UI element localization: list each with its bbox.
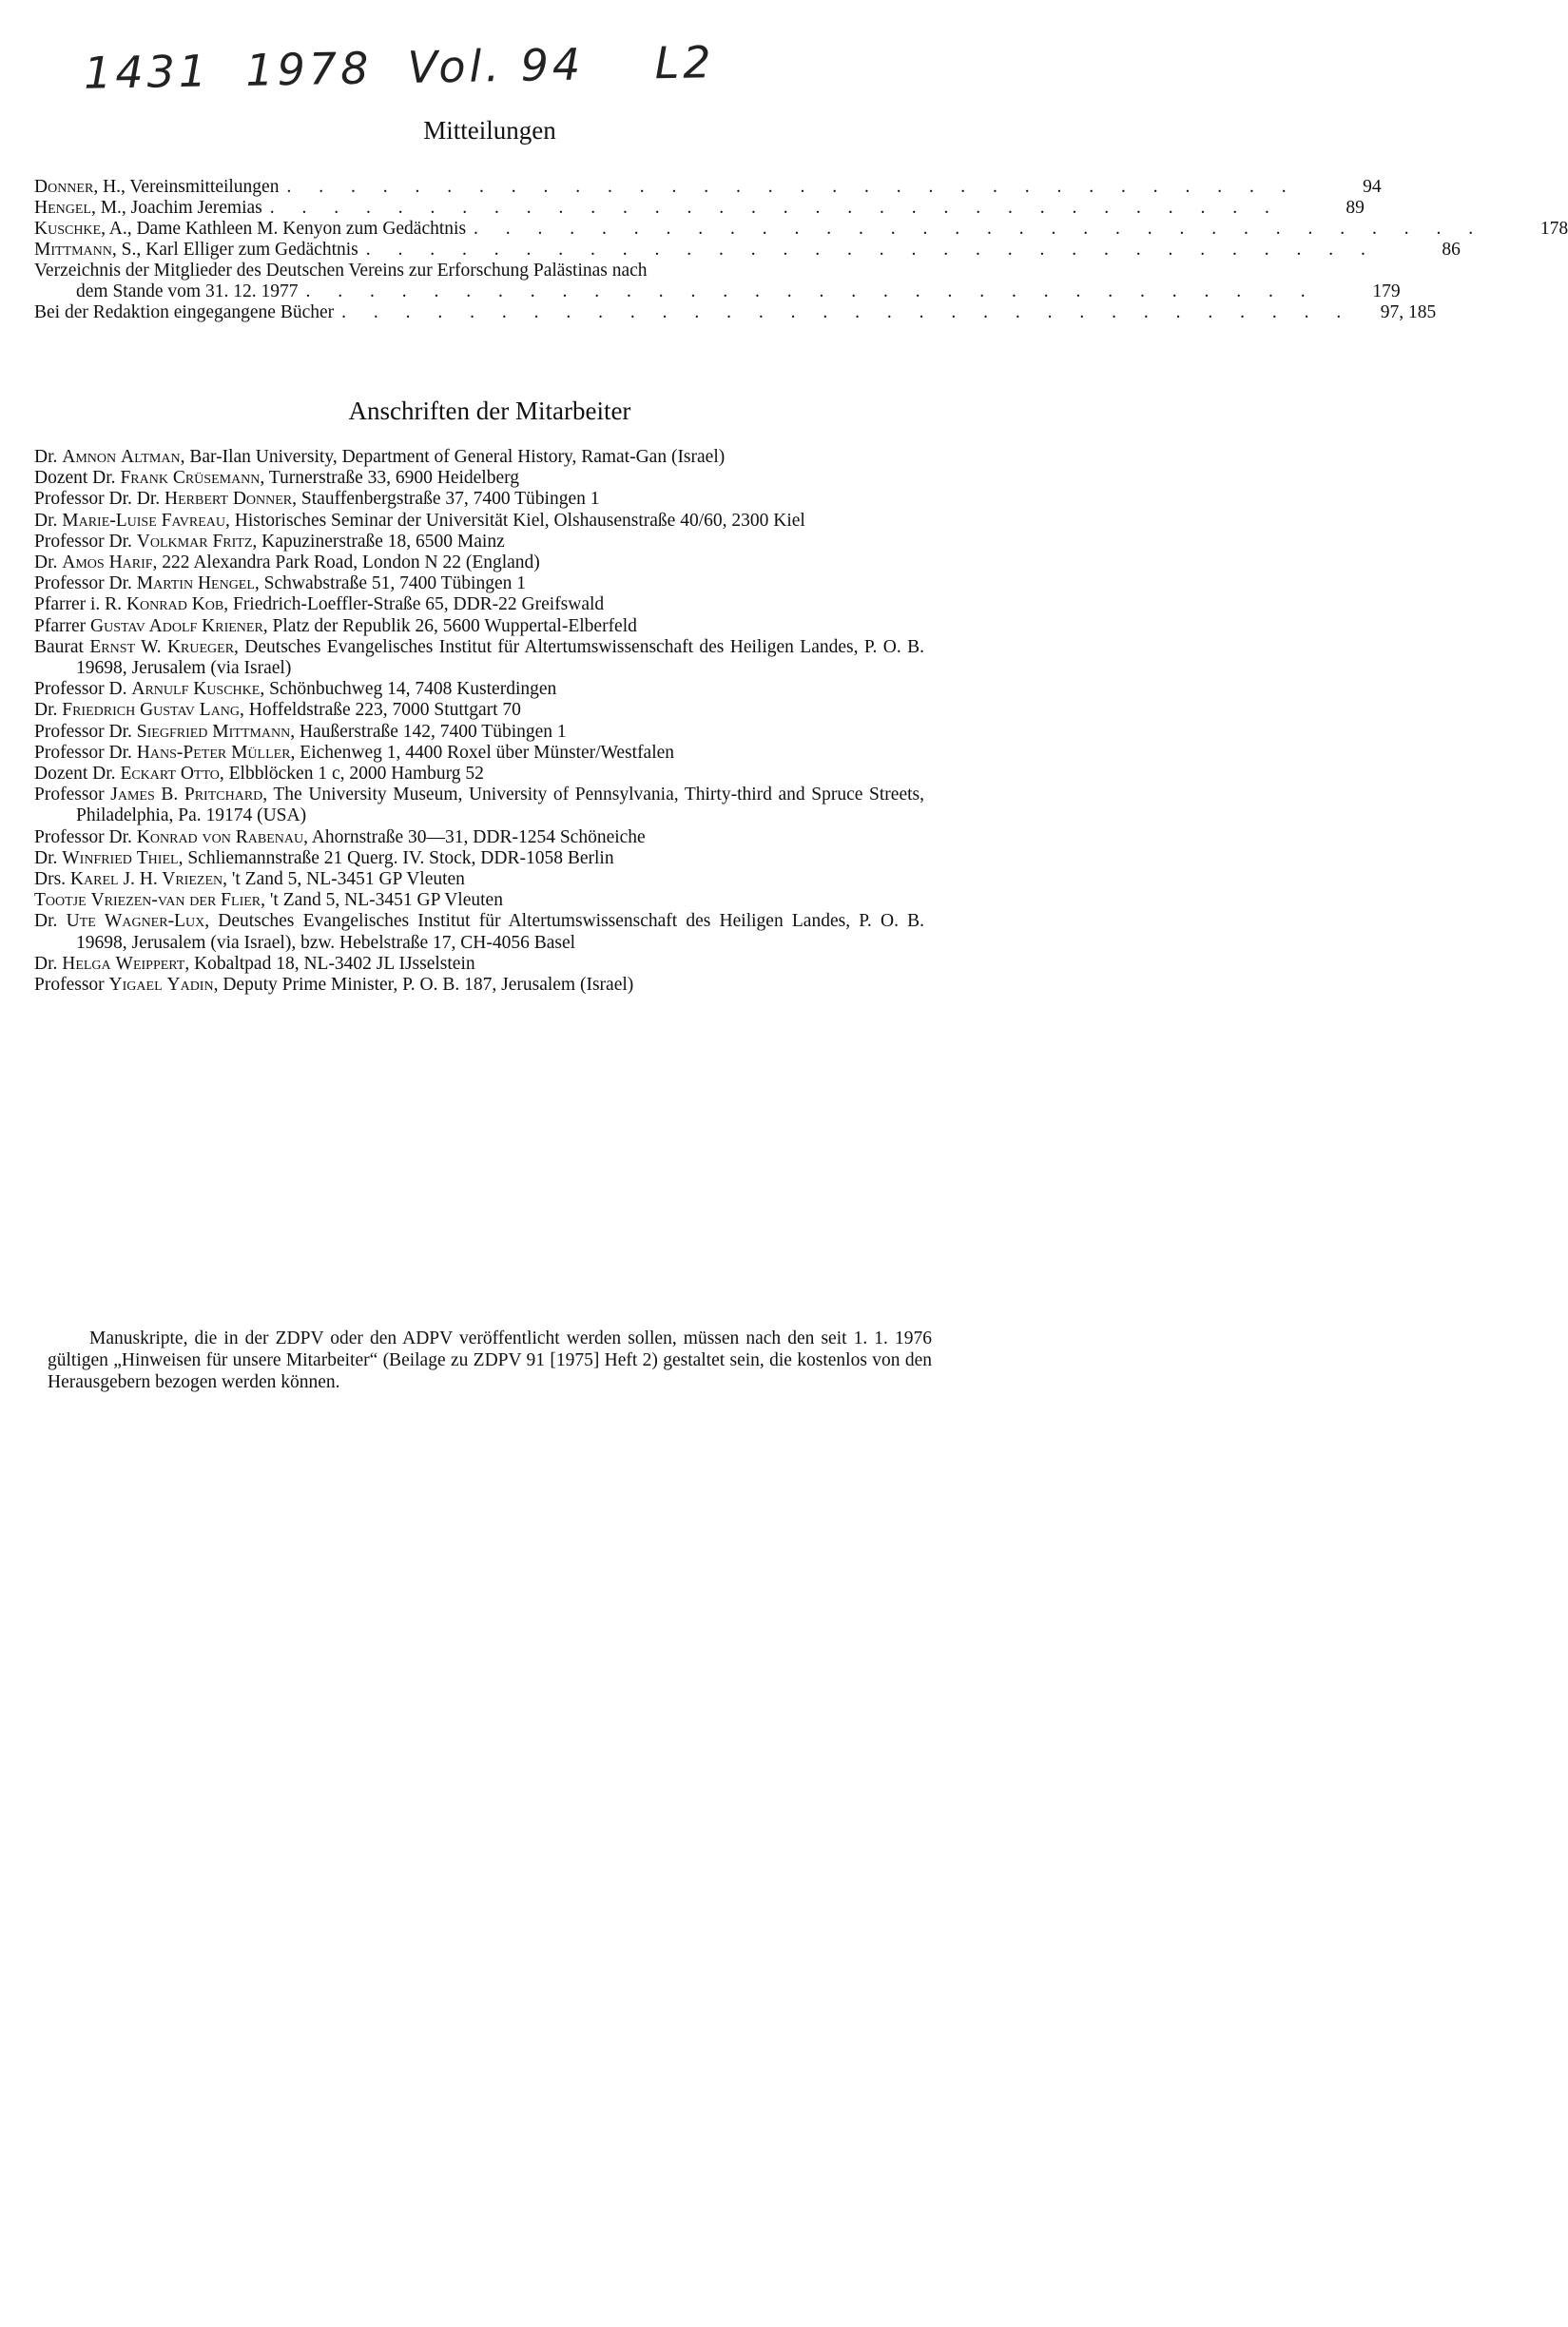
mitteilungen-list	[34, 177, 1568, 323]
contributor-entry: Baurat Ernst W. Krueger, Deutsches Evangelisches Institut für Altertumswissenschaft des Heiligen Landes, P. O. B. 19698, Jerusalem (via Israel)	[34, 636, 924, 679]
contributor-entry: Drs. Karel J. H. Vriezen, 't Zand 5, NL-3451 GP Vleuten	[34, 869, 465, 890]
toc-page-number: 89	[1345, 198, 1365, 218]
toc-item: Hengel, M., Joachim Jeremias . . . . . . . . . . . . . . . . . . . . . . . . . . . . . . . . 89	[34, 198, 1365, 218]
contributor-entry: Dr. Amos Harif, 222 Alexandra Park Road, London N 22 (England)	[34, 553, 540, 573]
contributor-entry: Professor Yigael Yadin, Deputy Prime Minister, P. O. B. 187, Jerusalem (Israel)	[34, 975, 634, 996]
contributor-entry: Pfarrer i. R. Konrad Kob, Friedrich-Loeffler-Straße 65, DDR-22 Greifswald	[34, 594, 605, 615]
contributor-entry: Professor D. Arnulf Kuschke, Schönbuchweg 14, 7408 Kusterdingen	[34, 679, 557, 700]
footnote: Manuskripte, die in der ZDPV oder den ADPV veröffentlicht werden sollen, müssen nach den seit 1. 1. 1976 gültigen „Hinweisen für unsere Mitarbeiter“ (Beilage zu ZDPV 91 [1975] Heft 2) gestaltet sein, die kostenlos von den Herausgebern bezogen werden können.	[48, 1328, 932, 1392]
contributor-entry: Dr. Amnon Altman, Bar-Ilan University, Department of General History, Ramat-Gan (Israel)	[34, 447, 726, 467]
mitteilungen-heading: Mitteilungen	[423, 116, 556, 145]
contributor-entry: Dozent Dr. Eckart Otto, Elbblöcken 1 c, 2000 Hamburg 52	[34, 764, 484, 785]
toc-item-verzeichnis-cont: dem Stande vom 31. 12. 1977 . . . . . . . . . . . . . . . . . . . . . . . . . . . . . . . . 179	[76, 281, 1401, 301]
handwritten-note: 1431 1978 Vol. 94 L2	[83, 36, 715, 99]
toc-item: Kuschke, A., Dame Kathleen M. Kenyon zum Gedächtnis . . . . . . . . . . . . . . . . . . . . . . . . . . . . . . . . 178	[34, 219, 1568, 239]
toc-item-verzeichnis: Verzeichnis der Mitglieder des Deutschen Vereins zur Erforschung Palästinas nach	[34, 261, 648, 281]
contributor-entry: Dozent Dr. Frank Crüsemann, Turnerstraße 33, 6900 Heidelberg	[34, 468, 520, 489]
contributor-entry: Dr. Helga Weippert, Kobaltpad 18, NL-3402 JL IJsselstein	[34, 953, 475, 974]
contributor-entry: Professor James B. Pritchard, The University Museum, University of Pennsylvania, Thirty-third and Spruce Streets, Philadelphia, Pa. 19174 (USA)	[34, 785, 924, 826]
toc-item: Mittmann, S., Karl Elliger zum Gedächtnis . . . . . . . . . . . . . . . . . . . . . . . . . . . . . . . . 86	[34, 240, 1461, 260]
contributor-list	[34, 447, 924, 996]
contributor-entry: Professor Dr. Martin Hengel, Schwabstraße 51, 7400 Tübingen 1	[34, 573, 526, 594]
contributor-entry: Professor Dr. Hans-Peter Müller, Eichenweg 1, 4400 Roxel über Münster/Westfalen	[34, 742, 675, 763]
toc-page-number: 86	[1442, 240, 1461, 260]
toc-page-number: 97, 185	[1380, 302, 1437, 322]
contributor-entry: Professor Dr. Siegfried Mittmann, Haußerstraße 142, 7400 Tübingen 1	[34, 721, 567, 742]
contributor-entry: Professor Dr. Konrad von Rabenau, Ahornstraße 30—31, DDR-1254 Schöneiche	[34, 826, 646, 847]
contributor-entry: Tootje Vriezen-van der Flier, 't Zand 5, NL-3451 GP Vleuten	[34, 890, 503, 911]
contributor-entry: Dr. Friedrich Gustav Lang, Hoffeldstraße 223, 7000 Stuttgart 70	[34, 700, 521, 721]
toc-page-number: 94	[1363, 177, 1382, 197]
toc-page-number: 178	[1539, 219, 1568, 239]
contributor-entry: Dr. Marie-Luise Favreau, Historisches Seminar der Universität Kiel, Olshausenstraße 40/60, 2300 Kiel	[34, 510, 805, 531]
contributor-entry: Dr. Ute Wagner-Lux, Deutsches Evangelisches Institut für Altertumswissenschaft des Heiligen Landes, P. O. B. 19698, Jerusalem (via Israel), bzw. Hebelstraße 17, CH-4056 Basel	[34, 911, 925, 953]
contributor-entry: Dr. Winfried Thiel, Schliemannstraße 21 Querg. IV. Stock, DDR-1058 Berlin	[34, 847, 614, 868]
toc-page-number: 179	[1372, 281, 1401, 301]
contributor-entry: Professor Dr. Volkmar Fritz, Kapuzinerstraße 18, 6500 Mainz	[34, 531, 505, 552]
contributor-entry: Pfarrer Gustav Adolf Kriener, Platz der Republik 26, 5600 Wuppertal-Elberfeld	[34, 615, 637, 636]
contributor-entry: Professor Dr. Dr. Herbert Donner, Stauffenbergstraße 37, 7400 Tübingen 1	[34, 489, 600, 510]
toc-item: Donner, H., Vereinsmitteilungen . . . . . . . . . . . . . . . . . . . . . . . . . . . . . . . . 94	[34, 177, 1382, 197]
toc-item-buecher: Bei der Redaktion eingegangene Bücher . . . . . . . . . . . . . . . . . . . . . . . . . . . . . . . . 97, 185	[34, 302, 1437, 322]
anschriften-heading: Anschriften der Mitarbeiter	[348, 397, 631, 425]
